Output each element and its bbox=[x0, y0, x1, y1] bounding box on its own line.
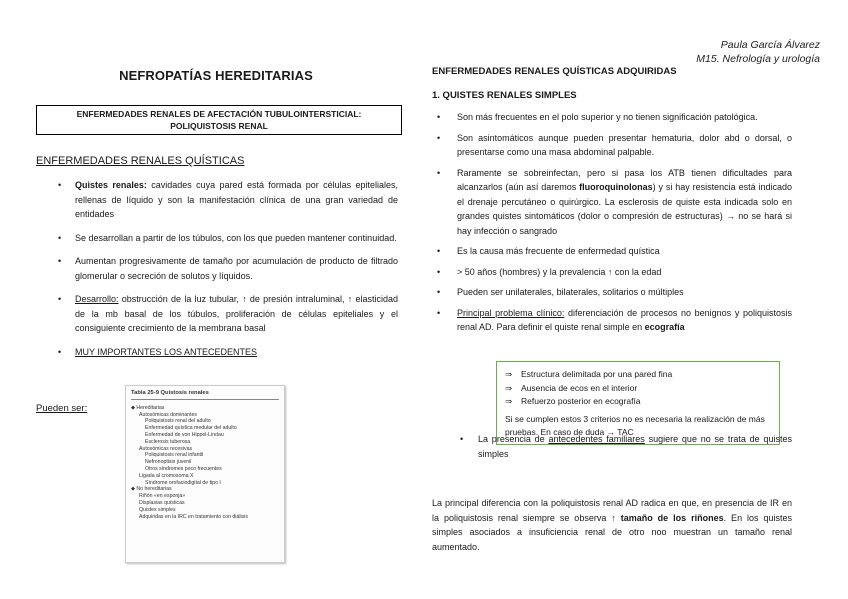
list-item bbox=[58, 254, 398, 283]
table-row: Nefronoptisis juvenil bbox=[145, 459, 192, 466]
double-arrow-icon: ⇒ bbox=[505, 369, 513, 379]
bullet-icon: • bbox=[58, 180, 62, 190]
right-section-title: ENFERMEDADES RENALES QUÍSTICAS ADQUIRIDAS bbox=[432, 66, 677, 77]
bullet-icon: • bbox=[58, 232, 62, 243]
item-text: diferenciación de procesos no benignos y poliquistosis renal AD. Para definir el quiste renal simple en bbox=[457, 307, 792, 332]
bullet-icon: • bbox=[437, 266, 441, 277]
term-bold: ↑ tamaño de los riñones bbox=[611, 512, 724, 523]
quistosis-table-image bbox=[125, 385, 285, 563]
right-bullet-list bbox=[437, 110, 792, 341]
author-block bbox=[696, 38, 820, 66]
item-text: Aumentan progresivamente de tamaño por acumulación de producto de filtrado glomerular o secreción de solutos y líquidos. bbox=[75, 256, 398, 281]
term-bold: ecografía bbox=[644, 322, 685, 332]
criteria-text: Ausencia de ecos en el interior bbox=[521, 382, 638, 393]
item-text: La presencia de bbox=[478, 434, 549, 444]
list-item bbox=[437, 285, 792, 300]
bullet-icon: • bbox=[58, 294, 62, 304]
bullet-icon: • bbox=[460, 434, 464, 444]
item-text: > 50 años (hombres) y la prevalencia ↑ con la edad bbox=[457, 266, 662, 277]
list-item bbox=[437, 166, 792, 239]
item-text: Se desarrollan a partir de los túbulos, con los que pueden mantener continuidad. bbox=[75, 232, 397, 243]
criteria-text: Refuerzo posterior en ecografía bbox=[521, 396, 641, 406]
table-row: Poliquistosis renal del adulto bbox=[145, 418, 211, 425]
term-underlined: Desarrollo: bbox=[75, 294, 119, 304]
item-text: MUY IMPORTANTES LOS ANTECEDENTES bbox=[75, 346, 258, 357]
bullet-icon: • bbox=[437, 307, 441, 318]
table-row: Riñón «en esponja» bbox=[139, 493, 186, 500]
term-underlined: antecedentes familiares bbox=[548, 434, 645, 444]
bullet-icon: • bbox=[437, 112, 441, 122]
paragraph-text: La principal diferencia con la poliquistosis renal AD radica en que, en presencia de IR en la poliquistosis renal siempre se observa bbox=[432, 498, 792, 523]
item-text: Son asintomáticos aunque pueden presentar hematuria, dolor abd o dorsal, o presentarse como una masa abdominal palpable. bbox=[457, 132, 792, 157]
boxed-heading-line2: POLIQUISTOSIS RENAL bbox=[170, 121, 268, 131]
table-row: ◆ Hereditarias bbox=[131, 404, 165, 411]
list-item bbox=[58, 292, 398, 336]
bullet-icon: • bbox=[437, 287, 441, 297]
item-text: sugiere que no se trata de quistes simples bbox=[478, 434, 792, 459]
item-text: obstrucción de la luz tubular, ↑ de presión intraluminal, ↑ elasticidad de la mb basal de los túbulos, proliferación de células epiteliales y el consiguiente crecimiento de la membrana basal bbox=[75, 294, 398, 333]
criteria-item bbox=[505, 395, 771, 409]
table-row: Quistes simples bbox=[139, 506, 176, 513]
list-item bbox=[437, 306, 792, 335]
table-row: Displasias quísticas bbox=[139, 499, 185, 506]
table-title: Tabla 25-9 Quistosis renales bbox=[131, 390, 279, 400]
criteria-item bbox=[505, 368, 771, 382]
list-item bbox=[437, 265, 792, 280]
list-item bbox=[460, 432, 792, 461]
table-row: Enfermedad de von Hippel-Lindau bbox=[145, 431, 224, 438]
item-text: cavidades cuya pared está formada por células epiteliales, rellenas de líquido y son la manifestación clínica de una gran variedad de entidades bbox=[75, 180, 399, 219]
term-bold: fluoroquinolonas bbox=[579, 182, 653, 192]
criteria-text: Estructura delimitada por una pared fina bbox=[521, 369, 673, 379]
criteria-item bbox=[505, 382, 771, 396]
item-text: Es la causa más frecuente de enfermedad quística bbox=[457, 246, 660, 256]
course-name: M15. Nefrología y urología bbox=[696, 53, 820, 65]
table-row: Ligada al cromosoma X bbox=[139, 472, 194, 479]
double-arrow-icon: ⇒ bbox=[505, 382, 513, 393]
page-title: NEFROPATÍAS HEREDITARIAS bbox=[119, 68, 313, 83]
pueden-ser-label: Pueden ser: bbox=[36, 403, 88, 414]
criteria-note: Si se cumplen estos 3 criterios no es necesaria la realización de más pruebas. En caso de duda → TAC bbox=[505, 413, 765, 437]
list-item bbox=[437, 110, 792, 125]
left-bullet-list bbox=[58, 178, 398, 368]
table-row: Autosómicas recesivas bbox=[139, 445, 193, 452]
table-row: Enfermedad quística medular del adulto bbox=[145, 425, 237, 432]
list-item bbox=[437, 244, 792, 259]
item-text: Son más frecuentes en el polo superior y no tienen significación patológica. bbox=[457, 112, 758, 122]
table-row: ◆ No hereditarias bbox=[131, 486, 172, 493]
closing-paragraph bbox=[432, 496, 792, 554]
boxed-heading bbox=[36, 105, 402, 135]
table-row: Síndrome orofaciodigital de tipo I bbox=[145, 479, 221, 486]
item-text: Pueden ser unilaterales, bilaterales, solitarios o múltiples bbox=[457, 287, 684, 297]
bullet-icon: • bbox=[437, 167, 441, 178]
table-row: Poliquistosis renal infantil bbox=[145, 452, 204, 459]
table-row: Otros síndromes poco frecuentes bbox=[145, 465, 222, 472]
bullet-icon: • bbox=[58, 346, 62, 357]
list-item bbox=[58, 345, 398, 360]
table-row: Autosómicas dominantes bbox=[139, 411, 197, 418]
bullet-icon: • bbox=[58, 256, 62, 266]
list-item bbox=[58, 178, 398, 222]
list-item bbox=[437, 131, 792, 160]
table-row: Esclerosis tuberosa bbox=[145, 438, 191, 445]
family-history-list bbox=[460, 432, 792, 470]
item-text: Raramente se sobreinfectan, pero si pasa los ATB tienen dificultades para alcanzarlos (aún así daremos bbox=[457, 167, 792, 192]
list-item bbox=[58, 231, 398, 246]
double-arrow-icon: ⇒ bbox=[505, 396, 513, 406]
section-heading: ENFERMEDADES RENALES QUÍSTICAS bbox=[36, 155, 245, 167]
term-bold: Quistes renales: bbox=[75, 180, 147, 190]
term-underlined: Principal problema clínico: bbox=[457, 307, 565, 318]
bullet-icon: • bbox=[437, 246, 441, 256]
paragraph-text: . En los quistes simples asociados a insuficiencia renal de otro noo muestran un tamaño renal aumentado. bbox=[432, 512, 792, 552]
boxed-heading-line1: ENFERMEDADES RENALES DE AFECTACIÓN TUBULOINTERSTICIAL: bbox=[76, 109, 362, 119]
bullet-icon: • bbox=[437, 132, 441, 143]
table-row: Adquiridas en la IRC en tratamiento con diálisis bbox=[139, 513, 248, 520]
right-subtitle: 1. QUISTES RENALES SIMPLES bbox=[432, 90, 577, 101]
item-text: ) y si hay resistencia está indicado el drenaje percutáneo o quirúrgico. La esclerosis de quiste esta indicada solo en grandes quistes sintomáticos (dolor o compresión de estructuras) → no se hará si hay infección o sangrado bbox=[457, 182, 792, 236]
author-name: Paula García Álvarez bbox=[720, 39, 820, 51]
